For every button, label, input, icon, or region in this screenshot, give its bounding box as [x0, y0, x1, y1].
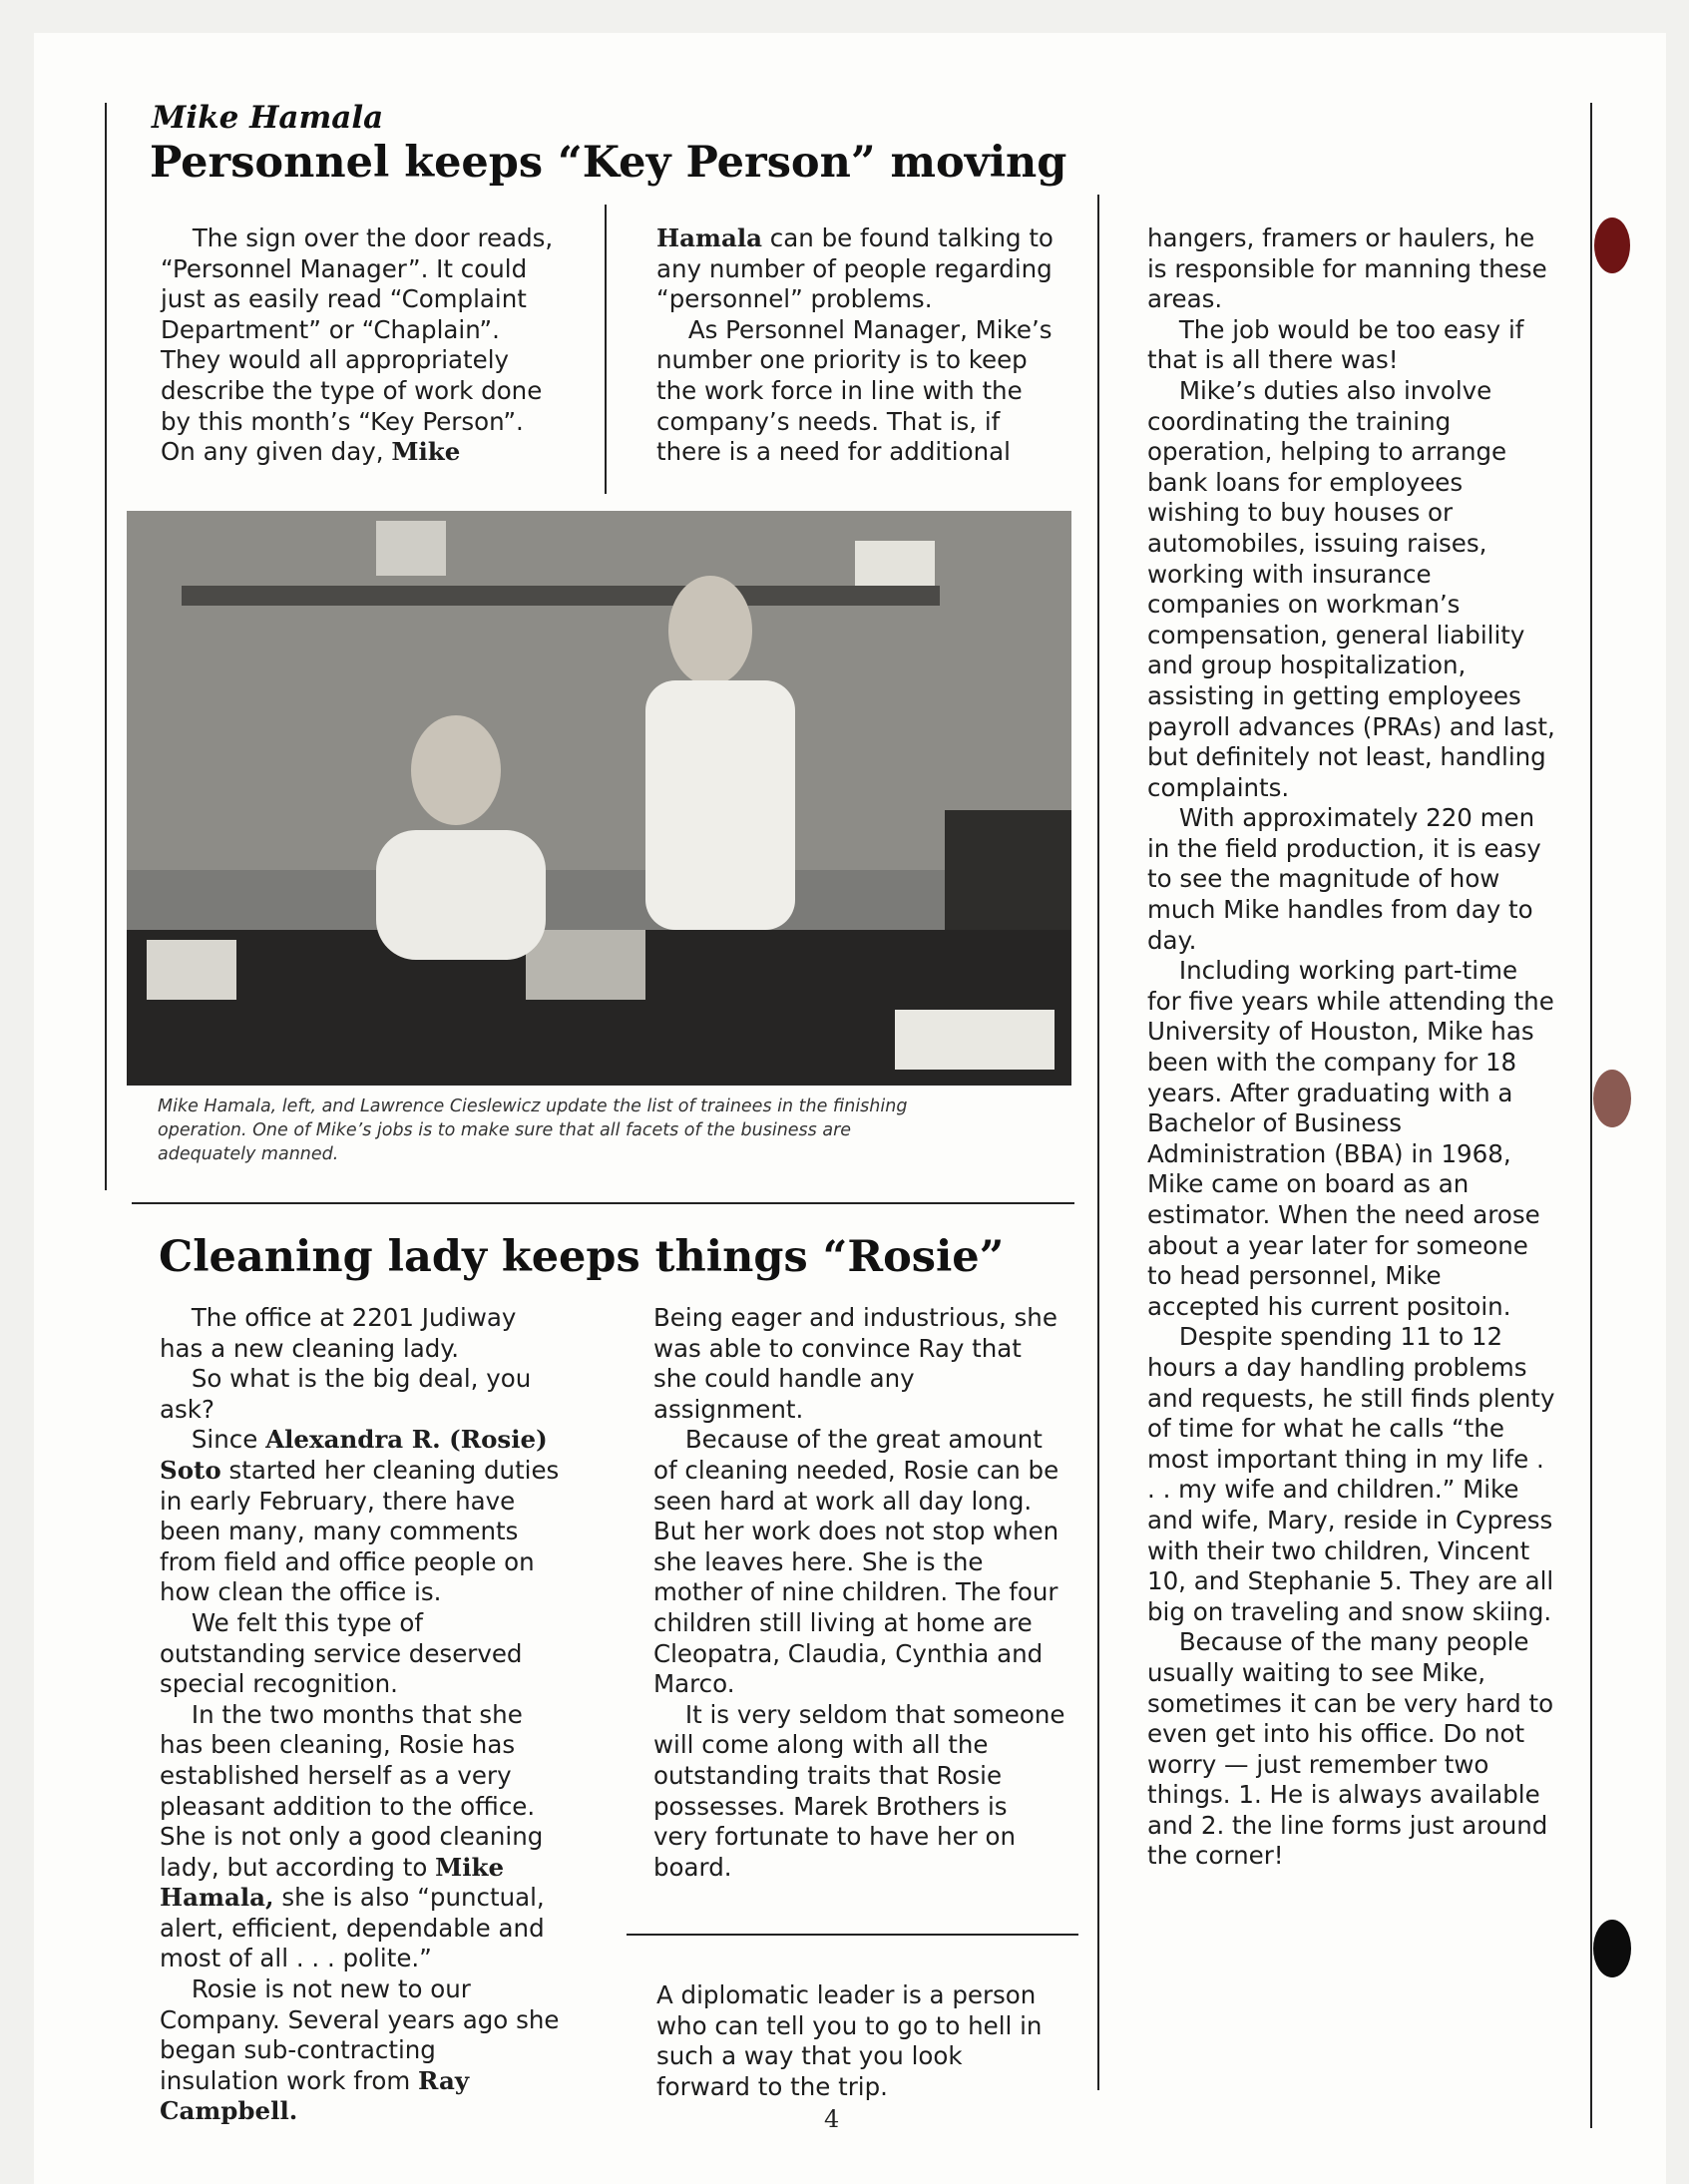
- person-right-shirt: [645, 680, 795, 930]
- article2-column-2: [653, 1303, 1067, 1883]
- paragraph: Because of the great amount of cleaning needed, Rosie can be seen hard at work all day long. But her work does not stop when she leaves here. She is the mother of nine children. The four children still living at home are Cleopatra, Claudia, Cynthia and Marco.: [653, 1425, 1059, 1699]
- section-divider: [132, 1202, 1074, 1204]
- quote-divider: [627, 1934, 1078, 1936]
- paragraph: Because of the many people usually waiting to see Mike, sometimes it can be very hard to even get into his office. Do not worry — just remember two things. 1. He is always available and 2. the line forms just around the corner!: [1147, 1627, 1554, 1871]
- article1-column-2: [656, 223, 1065, 468]
- page-number: 4: [824, 2105, 840, 2133]
- paragraph: The job would be too easy if that is all there was!: [1147, 314, 1524, 375]
- article2-column-1: [160, 1303, 561, 2127]
- person-left-head: [411, 715, 501, 825]
- office-photo: [127, 511, 1071, 1086]
- shelf-papers: [855, 541, 935, 586]
- shelf-box: [376, 521, 446, 576]
- paragraph: Hamala can be found talking to any number of people regarding “personnel” problems.: [656, 223, 1054, 314]
- paragraph: Including working part-time for five years while attending the University of Houston, Mike has been with the company for 18 years. After graduating with a Bachelor of Business Administration (BBA) in 1968, Mike came on board as an estimator. When the need arose about a year later for someone to head personnel, Mike accepted his current positoin.: [1147, 956, 1554, 1321]
- binder-hole-middle: [1593, 1070, 1631, 1127]
- article2-headline: Cleaning lady keeps things “Rosie”: [159, 1232, 1005, 1282]
- binder-hole-bottom: [1593, 1920, 1631, 1977]
- paragraph: Since Alexandra R. (Rosie) Soto started her cleaning duties in early February, there have been many, many comments from field and office people on how clean the office is.: [160, 1425, 560, 1607]
- photo-caption: Mike Hamala, left, and Lawrence Cieslewicz update the list of trainees in the finishing operation. One of Mike’s jobs is to make sure that all facets of the business are adequately manned.: [158, 1096, 908, 1164]
- diplomatic-leader-quote: A diplomatic leader is a person who can tell you to go to hell in such a way that you look forward to the trip.: [656, 1980, 1043, 2101]
- paragraph: The office at 2201 Judiway has a new cleaning lady.: [160, 1303, 517, 1363]
- article1-column-3: [1147, 223, 1556, 1872]
- paragraph: hangers, framers or haulers, he is responsible for manning these areas.: [1147, 223, 1547, 314]
- quote-box: [656, 1980, 1056, 2102]
- paragraph: As Personnel Manager, Mike’s number one priority is to keep the work force in line with the company’s needs. That is, if there is a need for additional: [656, 314, 1053, 467]
- paragraph: Mike’s duties also involve coordinating the training operation, helping to arrange bank loans for employees wishing to buy houses or automobiles, issuing raises, working with insurance companies on workman’s compensation, general liability and group hospitalization, assisting in getting employees payroll advances (PRAs) and last, but definitely not least, handling complaints.: [1147, 375, 1555, 802]
- paragraph: In the two months that she has been cleaning, Rosie has established herself as a very pleasant addition to the office. She is not only a good cleaning lady, but according to Mike Hamala, she is also “punctual, alert, efficient, dependable and most of all . . . polite.”: [160, 1699, 545, 1973]
- column-rule-2: [1097, 195, 1099, 2090]
- article1-column-1: [161, 223, 555, 468]
- paragraph: With approximately 220 men in the field production, it is easy to see the magnitude of how much Mike handles from day to day.: [1147, 803, 1541, 955]
- paragraph: We felt this type of outstanding service deserved special recognition.: [160, 1607, 523, 1699]
- paragraph: The sign over the door reads, “Personnel Manager”. It could just as easily read “Complaint Department” or “Chaplain”. They would all appropriately describe the type of work done by this month’s “Key Person”. On any given day, Mike: [161, 223, 554, 467]
- wall-shelf: [182, 586, 940, 606]
- paragraph: So what is the big deal, you ask?: [160, 1364, 532, 1424]
- tape-dispenser: [147, 940, 236, 1000]
- right-margin-rule: [1590, 103, 1592, 2128]
- column-rule-1: [605, 205, 607, 494]
- person-left-shirt: [376, 830, 546, 960]
- person-right-head: [668, 576, 752, 685]
- paragraph: Being eager and industrious, she was able to convince Ray that she could handle any assignment.: [653, 1303, 1057, 1424]
- paragraph: It is very seldom that someone will come along with all the outstanding traits that Rosie possesses. Marek Brothers is very fortunate to have her on board.: [653, 1699, 1065, 1882]
- paragraph: Despite spending 11 to 12 hours a day handling problems and requests, he still finds plenty of time for what he calls “the most important thing in my life . . . my wife and children.” Mike and wife, Mary, reside in Cypress with their two children, Vincent 10, and Stephanie 5. They are all big on traveling and snow skiing.: [1147, 1322, 1555, 1626]
- trainee-cards: [526, 930, 645, 1000]
- article-headline: Personnel keeps “Key Person” moving: [150, 138, 1067, 188]
- desk-papers: [895, 1010, 1055, 1070]
- article-kicker: Mike Hamala: [152, 100, 384, 136]
- left-margin-rule: [105, 103, 107, 1190]
- binder-hole-top: [1594, 218, 1630, 273]
- paragraph: Rosie is not new to our Company. Several years ago she began sub-contracting insulation work from Ray Campbell.: [160, 1974, 560, 2126]
